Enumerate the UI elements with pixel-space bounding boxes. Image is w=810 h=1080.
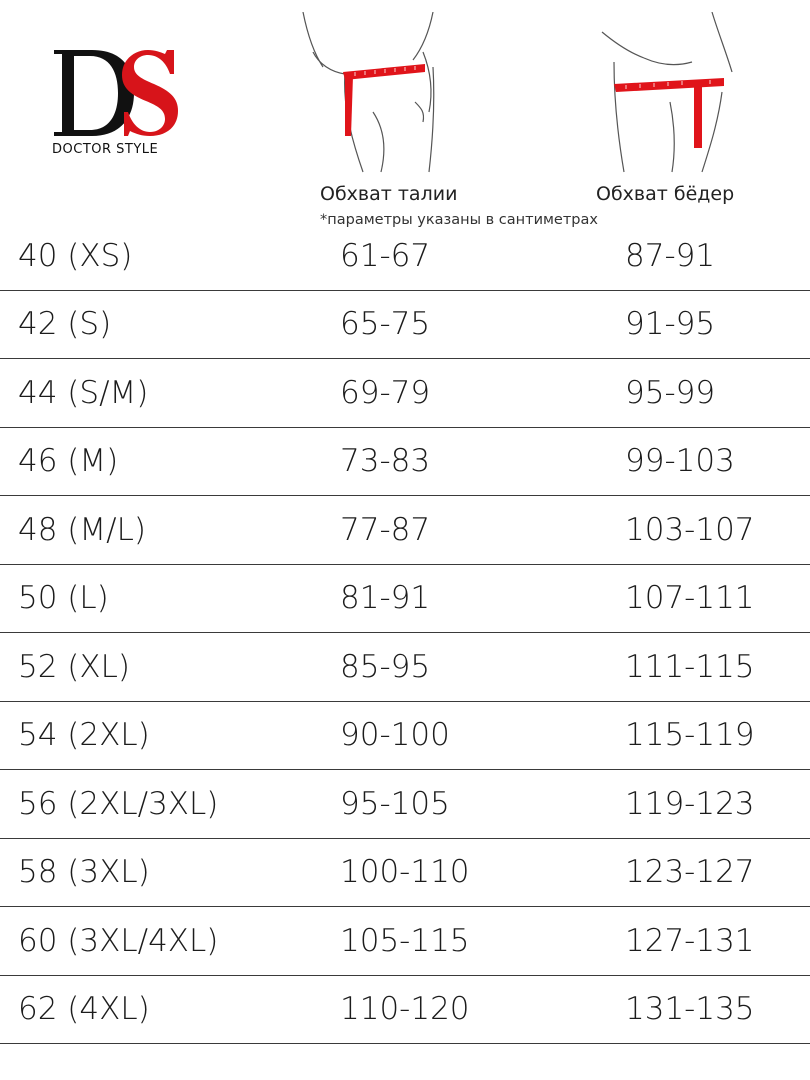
hips-cell: 107-111 bbox=[625, 580, 755, 617]
size-cell: 42 (S) bbox=[18, 306, 112, 343]
waist-cell: 61-67 bbox=[340, 237, 431, 274]
table-row bbox=[0, 565, 810, 634]
size-cell: 56 (2XL/3XL) bbox=[18, 785, 219, 822]
hips-cell: 127-131 bbox=[625, 922, 755, 959]
hips-cell: 95-99 bbox=[625, 374, 716, 411]
table-row bbox=[0, 359, 810, 428]
brand-logo bbox=[52, 48, 182, 160]
brand-name: DOCTOR STYLE bbox=[52, 142, 159, 157]
waist-cell: 69-79 bbox=[340, 374, 431, 411]
hips-cell: 131-135 bbox=[625, 991, 755, 1028]
waist-cell: 81-91 bbox=[340, 580, 431, 617]
units-note: *параметры указаны в сантиметрах bbox=[320, 212, 598, 228]
table-row bbox=[0, 496, 810, 565]
table-row bbox=[0, 291, 810, 360]
hips-cell: 115-119 bbox=[625, 717, 755, 754]
size-cell: 54 (2XL) bbox=[18, 717, 150, 754]
hips-cell: 119-123 bbox=[625, 785, 755, 822]
hips-column-header: Обхват бёдер bbox=[596, 183, 735, 205]
waist-measure-illustration bbox=[283, 12, 453, 174]
hips-cell: 87-91 bbox=[625, 237, 716, 274]
size-cell: 48 (M/L) bbox=[18, 511, 146, 548]
table-row bbox=[0, 976, 810, 1045]
table-row bbox=[0, 907, 810, 976]
waist-cell: 85-95 bbox=[340, 648, 431, 685]
size-cell: 40 (XS) bbox=[18, 237, 133, 274]
size-cell: 58 (3XL) bbox=[18, 854, 150, 891]
size-cell: 46 (M) bbox=[18, 443, 119, 480]
waist-cell: 90-100 bbox=[340, 717, 450, 754]
size-cell: 62 (4XL) bbox=[18, 991, 150, 1028]
table-row bbox=[0, 702, 810, 771]
waist-cell: 77-87 bbox=[340, 511, 431, 548]
waist-cell: 65-75 bbox=[340, 306, 431, 343]
hips-cell: 123-127 bbox=[625, 854, 755, 891]
waist-cell: 73-83 bbox=[340, 443, 431, 480]
table-row bbox=[0, 633, 810, 702]
waist-column-header: Обхват талии bbox=[320, 183, 458, 205]
size-cell: 50 (L) bbox=[18, 580, 109, 617]
hips-cell: 91-95 bbox=[625, 306, 716, 343]
hips-measure-illustration bbox=[592, 12, 762, 174]
ds-logo-icon bbox=[52, 48, 182, 138]
table-row bbox=[0, 839, 810, 908]
waist-cell: 95-105 bbox=[340, 785, 450, 822]
waist-cell: 110-120 bbox=[340, 991, 470, 1028]
table-row bbox=[0, 428, 810, 497]
hips-cell: 111-115 bbox=[625, 648, 755, 685]
size-cell: 60 (3XL/4XL) bbox=[18, 922, 219, 959]
table-row bbox=[0, 770, 810, 839]
table-row bbox=[0, 222, 810, 291]
hips-cell: 103-107 bbox=[625, 511, 755, 548]
waist-cell: 100-110 bbox=[340, 854, 470, 891]
waist-cell: 105-115 bbox=[340, 922, 470, 959]
hips-cell: 99-103 bbox=[625, 443, 735, 480]
size-table bbox=[0, 222, 810, 1044]
size-cell: 44 (S/M) bbox=[18, 374, 149, 411]
size-cell: 52 (XL) bbox=[18, 648, 130, 685]
